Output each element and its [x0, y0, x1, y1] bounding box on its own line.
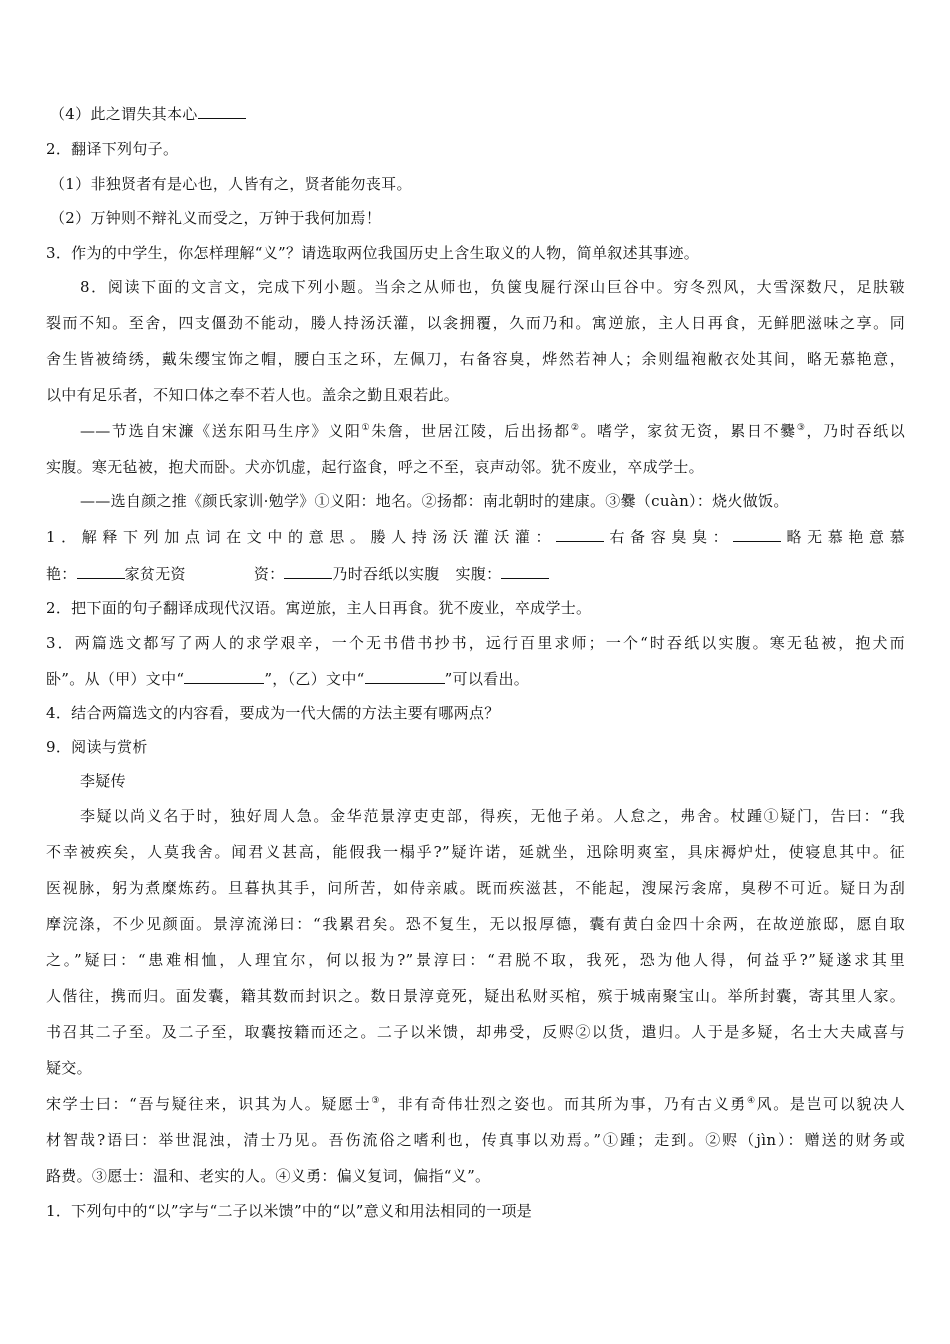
q9-passage-line: 摩浣涤，不少见颜面。景淳流涕曰：“我累君矣。恐不复生，无以报厚德，囊有黄白金四十余两，在故逆旅邸，愿自取 — [46, 915, 905, 933]
q9-passage-line: 之。”疑曰：“患难相恤，人理宜尔，何以报为?”景淳曰：“君脱不取，我死，恐为他人得，何益乎?”疑遂求其里 — [46, 951, 905, 969]
q9-passage-line: 医视脉，躬为煮糜炼药。旦暮执其手，问所苦，如侍亲戚。既而疾滋甚，不能起，溲屎污衾席，臭秽不可近。疑日为刮 — [46, 879, 905, 897]
q7-q2: 2．翻译下列句子。 — [46, 140, 179, 158]
q8-passage-line: 以中有足乐者，不知口体之奉不若人也。盖余之勤且艰若此。 — [46, 386, 460, 404]
q8-passage-line: 裂而不知。至舍，四支僵劲不能动，媵人持汤沃灌，以衾拥覆，久而乃和。寓逆旅，主人日再食，无鲜肥滋味之享。同 — [46, 314, 905, 332]
q9-commentary: 材智哉?语曰：举世混浊，清士乃见。吾伤流俗之嗜利也，传真事以劝焉。”①踵；走到。②赆（jìn）：赠送的财务或 — [46, 1131, 905, 1149]
q7-q2-1: （1）非独贤者有是心也，人皆有之，贤者能勿丧耳。 — [50, 175, 412, 193]
q8-q3: 3．两篇选文都写了两人的求学艰辛，一个无书借书抄书，远行百里求师；一个“时吞纸以实腹。寒无毡被，抱犬而 — [46, 634, 905, 652]
q9-title: 李疑传 — [80, 772, 126, 790]
answer-blank[interactable] — [284, 563, 332, 579]
q8-q2: 2．把下面的句子翻译成现代汉语。寓逆旅，主人日再食。犹不废业，卒成学士。 — [46, 599, 592, 617]
answer-blank[interactable] — [733, 526, 781, 542]
q8-passage-line: 8．阅读下面的文言文，完成下列小题。当余之从师也，负箧曳屣行深山巨谷中。穷冬烈风，大雪深数尺，足肤皲 — [80, 278, 905, 296]
answer-blank[interactable] — [501, 563, 549, 579]
q8-q1: 1．解释下列加点词在文中的意思。媵人持汤沃灌沃灌： 右备容臭臭： 略无慕艳意慕 — [46, 528, 905, 546]
q9-commentary: 宋学士曰：“吾与疑往来，识其为人。疑愿士③，非有奇伟壮烈之姿也。而其所为事，乃有古义勇④风。是岂可以貌决人 — [46, 1095, 905, 1113]
q9-passage-line: 书召其二子至。及二子至，取囊按籍而还之。二子以米馈，却弗受，反赆②以货，遣归。人于是多疑，名士大夫咸喜与 — [46, 1023, 905, 1041]
q9-passage-line: 人偕往，携而归。面发囊，籍其数而封识之。数日景淳竟死，疑出私财买棺，殡于城南聚宝山。举所封囊，寄其里人家。 — [46, 987, 905, 1005]
q8-q1-cont: 艳： 家贫无资 资： 乃时吞纸以实腹 实腹： — [46, 563, 549, 584]
q8-source-1: ——节选自宋濂《送东阳马生序》义阳①朱詹，世居江陵，后出扬都②。嗜学，家贫无资，累日不爨③，乃时吞纸以 — [80, 422, 906, 440]
answer-blank[interactable] — [198, 103, 246, 119]
q8-passage-line: 舍生皆被绮绣，戴朱缨宝饰之帽，腰白玉之环，左佩刀，右备容臭，烨然若神人；余则缊袍敝衣处其间，略无慕艳意， — [46, 350, 905, 368]
q8-source-2: ——选自颜之推《颜氏家训·勉学》①义阳：地名。②扬都：南北朝时的建康。③爨（cuàn）：烧火做饭。 — [80, 492, 789, 510]
q8-q3-cont: 卧”。从（甲）文中“ ”，（乙）文中“ ”可以看出。 — [46, 670, 530, 688]
q7-q2-2: （2）万钟则不辩礼义而受之，万钟于我何加焉！ — [50, 209, 382, 227]
q9-heading: 9．阅读与赏析 — [46, 738, 148, 756]
q7-q3: 3．作为的中学生，你怎样理解“义”？请选取两位我国历史上含生取义的人物，简单叙述其事迹。 — [46, 244, 700, 262]
q9-passage-line: 李疑以尚义名于时，独好周人急。金华范景淳吏吏部，得疾，无他子弟。人怠之，弗舍。杖踵①疑门，告曰：“我 — [80, 807, 905, 825]
q9-q1: 1．下列句中的“以”字与“二子以米馈”中的“以”意义和用法相同的一项是 — [46, 1202, 533, 1220]
answer-blank[interactable] — [77, 563, 125, 579]
q9-passage-line: 疑交。 — [46, 1059, 92, 1077]
q8-q4: 4．结合两篇选文的内容看，要成为一代大儒的方法主要有哪两点？ — [46, 704, 500, 722]
answer-blank[interactable] — [184, 668, 264, 684]
answer-blank[interactable] — [556, 526, 604, 542]
q9-passage-line: 不幸被疾矣，人莫我舍。闻君义甚高，能假我一榻乎?”疑许诺，延就坐，迅除明爽室，具床褥炉灶，使寝息其中。征 — [46, 843, 905, 861]
q8-source-1-cont: 实腹。寒无毡被，抱犬而卧。犬亦饥虚，起行盗食，呼之不至，哀声动邻。犹不废业，卒成学士。 — [46, 458, 704, 476]
q7-sub4: （4）此之谓失其本心 — [50, 103, 246, 124]
q9-notes: 路费。③愿士：温和、老实的人。④义勇：偏义复词，偏指“义”。 — [46, 1167, 491, 1185]
answer-blank[interactable] — [365, 668, 445, 684]
